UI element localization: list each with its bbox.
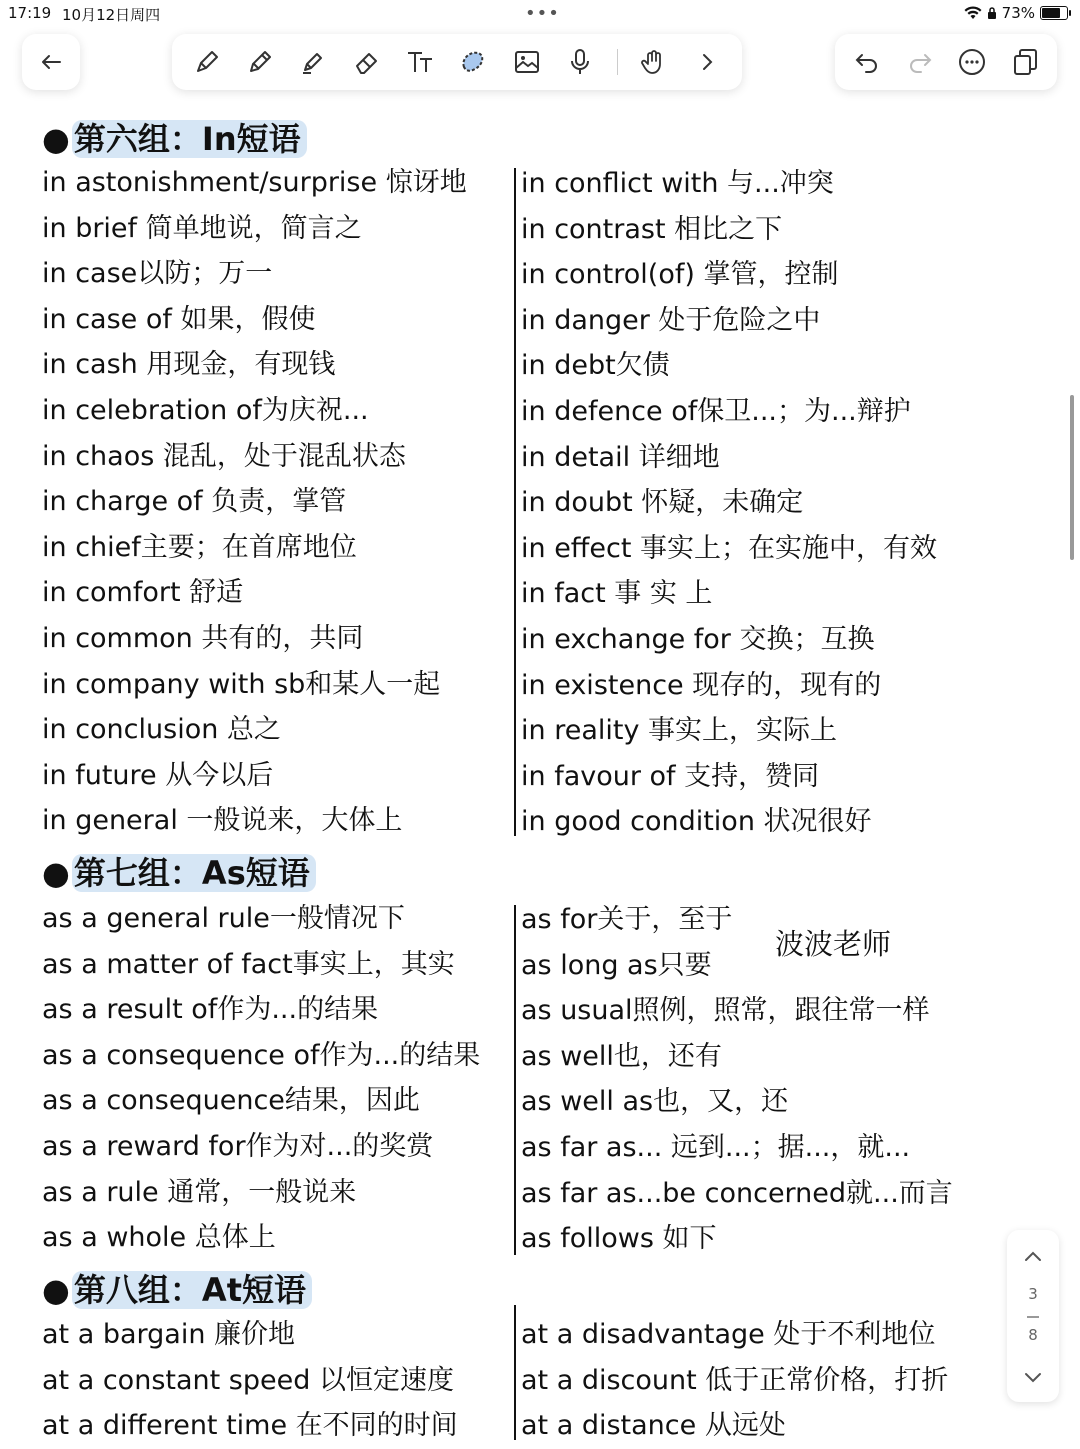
phrase-item: as a reward for作为对...的奖赏 bbox=[42, 1130, 434, 1162]
phrase-item: in future 从今以后 bbox=[42, 759, 274, 791]
phrase-item: at a disadvantage 处于不利地位 bbox=[521, 1319, 936, 1350]
phrase-item: in conflict with 与...冲突 bbox=[521, 168, 834, 199]
text-icon[interactable] bbox=[403, 45, 437, 79]
phrase-item: in contrast 相比之下 bbox=[521, 213, 783, 245]
phrase-item: as usual照例，照常，跟往常一样 bbox=[521, 995, 930, 1027]
column-divider bbox=[514, 905, 516, 1255]
pen-icon[interactable] bbox=[190, 45, 224, 79]
section-heading-7: ● 第七组：As短语 bbox=[42, 848, 316, 894]
section-heading-6: ● 第六组：In短语 bbox=[42, 114, 307, 160]
column-divider bbox=[514, 1305, 516, 1440]
wifi-icon bbox=[964, 6, 982, 20]
phrase-item: as well也，还有 bbox=[521, 1040, 722, 1072]
pages-icon[interactable] bbox=[1008, 45, 1042, 79]
section8-left-list bbox=[42, 1312, 458, 1449]
phrase-item: as far as...be concerned就...而言 bbox=[521, 1177, 953, 1209]
scrollbar[interactable] bbox=[1070, 395, 1074, 560]
hand-icon[interactable] bbox=[637, 45, 671, 79]
phrase-item: as well as也，又，还 bbox=[521, 1086, 789, 1118]
battery-icon bbox=[1040, 6, 1068, 20]
chevron-right-icon[interactable] bbox=[690, 45, 724, 79]
phrase-item: in exchange for 交换；互换 bbox=[521, 623, 875, 655]
phrase-item: in brief 简单地说，简言之 bbox=[42, 212, 362, 244]
drawing-toolbar bbox=[172, 34, 742, 90]
phrase-item: as a result of作为...的结果 bbox=[42, 994, 379, 1026]
phrase-item: at a constant speed 以恒定速度 bbox=[42, 1364, 454, 1396]
phrase-item: in case以防；万一 bbox=[42, 258, 273, 290]
phrase-item: as a consequence of作为...的结果 bbox=[42, 1039, 481, 1071]
phrase-item: as a rule 通常，一般说来 bbox=[42, 1176, 357, 1208]
phrase-item: in good condition 状况很好 bbox=[521, 806, 872, 838]
image-icon[interactable] bbox=[510, 45, 544, 79]
current-page: 3 bbox=[1028, 1285, 1038, 1303]
phrase-item: in reality 事实上，实际上 bbox=[521, 715, 838, 747]
phrase-item: in case of 如果，假使 bbox=[42, 303, 316, 335]
total-pages: 8 bbox=[1028, 1326, 1038, 1344]
section-heading-8: ● 第八组：At短语 bbox=[42, 1265, 312, 1311]
pencil-icon[interactable] bbox=[243, 45, 277, 79]
author-signature: 波波老师 bbox=[775, 927, 892, 961]
phrase-item: as a whole 总体上 bbox=[42, 1222, 276, 1254]
phrase-item: in astonishment/surprise 惊讶地 bbox=[42, 167, 467, 198]
section8-right-list bbox=[521, 1312, 948, 1449]
back-button[interactable] bbox=[22, 34, 80, 90]
eraser-icon[interactable] bbox=[350, 45, 384, 79]
section6-left-list bbox=[42, 160, 467, 844]
highlighter-icon[interactable] bbox=[296, 45, 330, 79]
section-heading-6-text: 第六组：In短语 bbox=[72, 120, 307, 158]
phrase-item: in common 共有的，共同 bbox=[42, 622, 364, 654]
action-toolbar bbox=[835, 34, 1057, 90]
multitasking-dots-icon[interactable]: ••• bbox=[525, 3, 560, 24]
phrase-item: in control(of) 掌管，控制 bbox=[521, 259, 839, 291]
page-navigator bbox=[1007, 1230, 1059, 1402]
section7-left-list bbox=[42, 896, 480, 1261]
phrase-item: in chaos 混乱，处于混乱状态 bbox=[42, 440, 406, 472]
battery-percent: 73% bbox=[1001, 4, 1035, 22]
chevron-down-icon[interactable] bbox=[1020, 1364, 1046, 1394]
phrase-item: as long as只要 bbox=[521, 949, 712, 981]
phrase-item: at a bargain 廉价地 bbox=[42, 1319, 296, 1350]
phrase-item: in doubt 怀疑，未确定 bbox=[521, 487, 804, 519]
phrase-item: in danger 处于危险之中 bbox=[521, 304, 821, 336]
phrase-item: in charge of 负责，掌管 bbox=[42, 486, 347, 518]
phrase-item: as far as... 远到...；据...，就... bbox=[521, 1131, 911, 1163]
phrase-item: as a matter of fact事实上，其实 bbox=[42, 948, 455, 980]
phrase-item: in conclusion 总之 bbox=[42, 714, 281, 746]
phrase-item: in existence 现存的，现有的 bbox=[521, 669, 882, 701]
phrase-item: in effect 事实上；在实施中，有效 bbox=[521, 532, 938, 564]
phrase-item: in detail 详细地 bbox=[521, 441, 720, 473]
mic-icon[interactable] bbox=[563, 45, 597, 79]
section6-right-list bbox=[521, 161, 937, 845]
chevron-up-icon[interactable] bbox=[1020, 1244, 1046, 1274]
phrase-item: in comfort 舒适 bbox=[42, 577, 244, 609]
section-heading-8-text: 第八组：At短语 bbox=[72, 1271, 312, 1309]
phrase-item: as a general rule一般情况下 bbox=[42, 903, 405, 934]
phrase-item: in fact 事 实 上 bbox=[521, 578, 713, 610]
phrase-item: in celebration of为庆祝... bbox=[42, 394, 369, 426]
lock-rotation-icon bbox=[987, 6, 997, 20]
phrase-item: at a discount 低于正常价格，打折 bbox=[521, 1364, 949, 1396]
phrase-item: at a different time 在不同的时间 bbox=[42, 1410, 458, 1442]
section-heading-7-text: 第七组：As短语 bbox=[72, 854, 316, 892]
phrase-item: in favour of 支持，赞同 bbox=[521, 760, 820, 792]
arrow-left-icon bbox=[34, 45, 68, 79]
phrase-item: as follows 如下 bbox=[521, 1223, 717, 1255]
phrase-item: in general 一般说来，大体上 bbox=[42, 805, 403, 837]
status-time: 17:19 bbox=[8, 4, 52, 22]
phrase-item: in cash 用现金，有现钱 bbox=[42, 349, 336, 381]
redo-icon[interactable] bbox=[903, 45, 937, 79]
page-separator bbox=[1027, 1316, 1039, 1318]
undo-icon[interactable] bbox=[850, 45, 884, 79]
phrase-item: in chief主要；在首席地位 bbox=[42, 531, 357, 563]
phrase-item: as for关于，至于 bbox=[521, 904, 733, 935]
column-divider bbox=[514, 168, 516, 836]
phrase-item: in company with sb和某人一起 bbox=[42, 668, 441, 700]
more-icon[interactable] bbox=[955, 45, 989, 79]
lasso-icon[interactable] bbox=[456, 45, 490, 79]
phrase-item: in debt欠债 bbox=[521, 350, 670, 382]
phrase-item: in defence of保卫...；为...辩护 bbox=[521, 395, 911, 427]
status-bar bbox=[0, 0, 1080, 28]
phrase-item: as a consequence结果，因此 bbox=[42, 1085, 420, 1117]
status-date: 10月12日周四 bbox=[62, 6, 161, 24]
status-right bbox=[964, 4, 1068, 22]
toolbar-separator bbox=[617, 49, 618, 75]
phrase-item: at a distance 从远处 bbox=[521, 1410, 786, 1442]
